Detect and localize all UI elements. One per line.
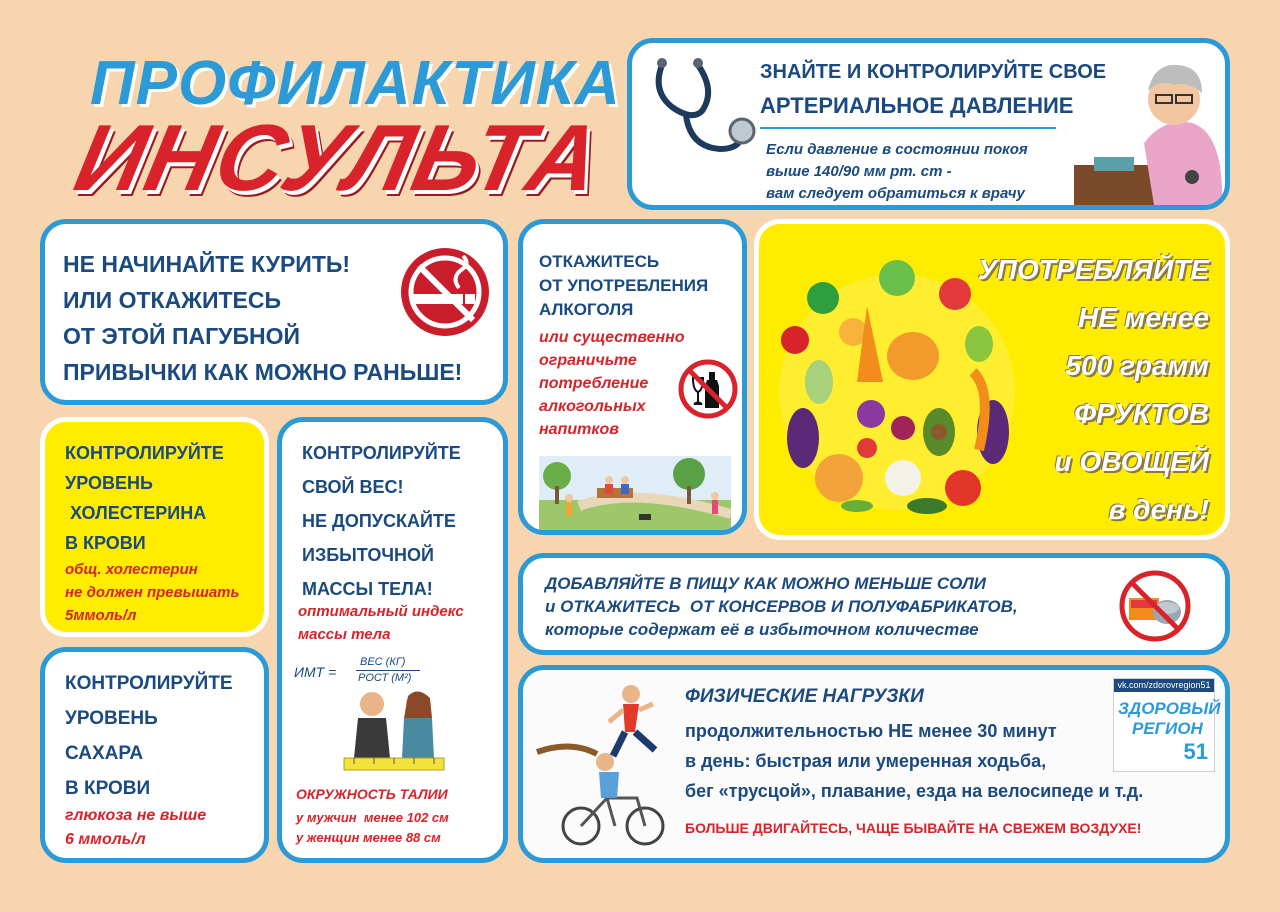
sugar-title-line: УРОВЕНЬ [65, 708, 158, 729]
smoking-line: ПРИВЫЧКИ КАК МОЖНО РАНЬШЕ! [63, 359, 463, 385]
smoking-line: ОТ ЭТОЙ ПАГУБНОЙ [63, 323, 301, 349]
bmi-numerator: ВЕС (КГ) [360, 656, 406, 668]
bmi-fraction-line [356, 670, 420, 671]
alcohol-card [518, 219, 747, 535]
fruits-line: в день! [1108, 494, 1209, 525]
cholesterol-sub-line: общ. холестерин [65, 561, 198, 578]
salt-line: и ОТКАЖИТЕСЬ ОТ КОНСЕРВОВ И ПОЛУФАБРИКАТОВ, [545, 597, 1018, 616]
no-canned-food-icon [1117, 568, 1193, 644]
pressure-body-line: вам следует обратиться к врачу [766, 185, 1025, 202]
cholesterol-title-line: В КРОВИ [65, 533, 146, 553]
alcohol-sub-line: потребление [539, 375, 649, 392]
waist-body [296, 808, 449, 848]
couple-measuring-waist-illustration [334, 688, 454, 780]
weight-sub-line: оптимальный индекс [298, 603, 464, 620]
title-stroke: ИНСУЛЬТА [66, 105, 611, 210]
salt-card [518, 553, 1230, 655]
activity-footer: БОЛЬШЕ ДВИГАЙТЕСЬ, ЧАЩЕ БЫВАЙТЕ НА СВЕЖЕМ ВОЗДУХЕ! [685, 820, 1142, 836]
title-prevention: ПРОФИЛАКТИКА [90, 49, 621, 118]
pressure-body-line: Если давление в состоянии покоя [766, 141, 1028, 158]
activity-body [685, 716, 1143, 806]
weight-title-line: МАССЫ ТЕЛА! [302, 579, 433, 599]
runner-cyclist-illustration [531, 674, 681, 854]
smoking-card [40, 219, 508, 405]
stethoscope-icon [642, 51, 760, 171]
cholesterol-title-line: ХОЛЕСТЕРИНА [65, 503, 207, 523]
weight-card [277, 417, 508, 863]
weight-subtitle [298, 600, 464, 646]
bmi-label: ИМТ = [294, 664, 337, 680]
salt-line: ДОБАВЛЯЙТЕ В ПИЩУ КАК МОЖНО МЕНЬШЕ СОЛИ [545, 574, 987, 593]
pressure-body [766, 139, 1028, 205]
pressure-title-line2: АРТЕРИАЛЬНОЕ ДАВЛЕНИЕ [760, 93, 1074, 118]
fruits-line: 500 грамм [1065, 350, 1209, 381]
weight-sub-line: массы тела [298, 626, 391, 643]
alcohol-sub-line: или существенно [539, 329, 685, 346]
cholesterol-title-line: УРОВЕНЬ [65, 473, 153, 493]
cholesterol-sub-line: 5ммоль/л [65, 607, 137, 624]
fruits-line: НЕ менее [1077, 302, 1209, 333]
no-alcohol-icon [677, 358, 739, 420]
cholesterol-card [40, 417, 269, 637]
no-smoking-icon [397, 244, 493, 340]
cholesterol-title-line: КОНТРОЛИРУЙТЕ [65, 443, 224, 463]
pressure-title-line1: ЗНАЙТЕ И КОНТРОЛИРУЙТЕ СВОЕ [760, 61, 1107, 83]
activity-body-line: в день: быстрая или умеренная ходьба, [685, 751, 1047, 771]
grandmother-tonometer-illustration [1074, 57, 1222, 205]
waist-title: ОКРУЖНОСТЬ ТАЛИИ [296, 786, 448, 802]
activity-title: ФИЗИЧЕСКИЕ НАГРУЗКИ [685, 686, 924, 707]
pressure-divider [760, 127, 1056, 129]
cholesterol-title [65, 438, 224, 558]
sugar-subtitle [65, 804, 206, 852]
weight-title-line: КОНТРОЛИРУЙТЕ [302, 443, 461, 463]
alcohol-title-line: ОТКАЖИТЕСЬ [539, 252, 660, 271]
physical-activity-card [518, 665, 1230, 863]
sugar-title-line: В КРОВИ [65, 778, 151, 799]
sugar-title [65, 666, 233, 806]
sugar-card [40, 647, 269, 863]
cholesterol-sub-line: не должен превышать [65, 584, 240, 601]
weight-title-line: НЕ ДОПУСКАЙТЕ [302, 511, 456, 531]
fruits-text [978, 246, 1209, 534]
healthy-region-logo [1113, 678, 1221, 772]
logo-url: vk.com/zdorovregion51 [1114, 679, 1214, 692]
alcohol-title-line: ОТ УПОТРЕБЛЕНИЯ [539, 276, 709, 295]
weight-title-line: ИЗБЫТОЧНОЙ [302, 545, 434, 565]
alcohol-subtitle [539, 326, 685, 441]
alcohol-sub-line: алкогольных [539, 398, 646, 415]
blood-pressure-card [627, 38, 1230, 210]
alcohol-title [539, 250, 708, 322]
activity-body-line: бег «трусцой», плавание, езда на велосипеде и т.д. [685, 781, 1144, 801]
salt-text [545, 572, 1018, 641]
pressure-body-line: выше 140/90 мм рт. ст - [766, 163, 952, 180]
logo-text-region: РЕГИОН [1132, 719, 1203, 738]
waist-women: у женщин менее 88 см [296, 830, 441, 845]
smoking-line: НЕ НАЧИНАЙТЕ КУРИТЬ! [63, 251, 351, 277]
logo-number: 51 [1183, 739, 1208, 764]
sugar-sub-line: глюкоза не выше [65, 807, 207, 824]
fruits-line: УПОТРЕБЛЯЙТЕ [977, 254, 1209, 285]
weight-title [302, 436, 461, 606]
activity-body-line: продолжительностью НЕ менее 30 минут [685, 721, 1057, 741]
fruits-line: и ОВОЩЕЙ [1054, 446, 1209, 477]
logo-text-healthy: ЗДОРОВЫЙ [1118, 699, 1221, 718]
fruits-vegetables-card [754, 219, 1230, 540]
sugar-title-line: САХАРА [65, 743, 144, 764]
bmi-formula [294, 656, 494, 686]
alcohol-sub-line: напитков [539, 421, 619, 438]
waist-men: у мужчин менее 102 см [296, 810, 449, 825]
smoking-line: ИЛИ ОТКАЖИТЕСЬ [63, 287, 282, 313]
alcohol-title-line: АЛКОГОЛЯ [539, 300, 634, 319]
alcohol-sub-line: ограничьте [539, 352, 637, 369]
salt-line: которые содержат её в избыточном количестве [545, 620, 979, 639]
bmi-denominator: РОСТ (М²) [358, 672, 412, 684]
cholesterol-subtitle [65, 558, 239, 627]
park-scene-illustration [539, 456, 731, 530]
weight-title-line: СВОЙ ВЕС! [302, 477, 404, 497]
fruits-line: ФРУКТОВ [1074, 398, 1209, 429]
sugar-sub-line: 6 ммоль/л [65, 831, 146, 848]
sugar-title-line: КОНТРОЛИРУЙТЕ [65, 673, 233, 694]
